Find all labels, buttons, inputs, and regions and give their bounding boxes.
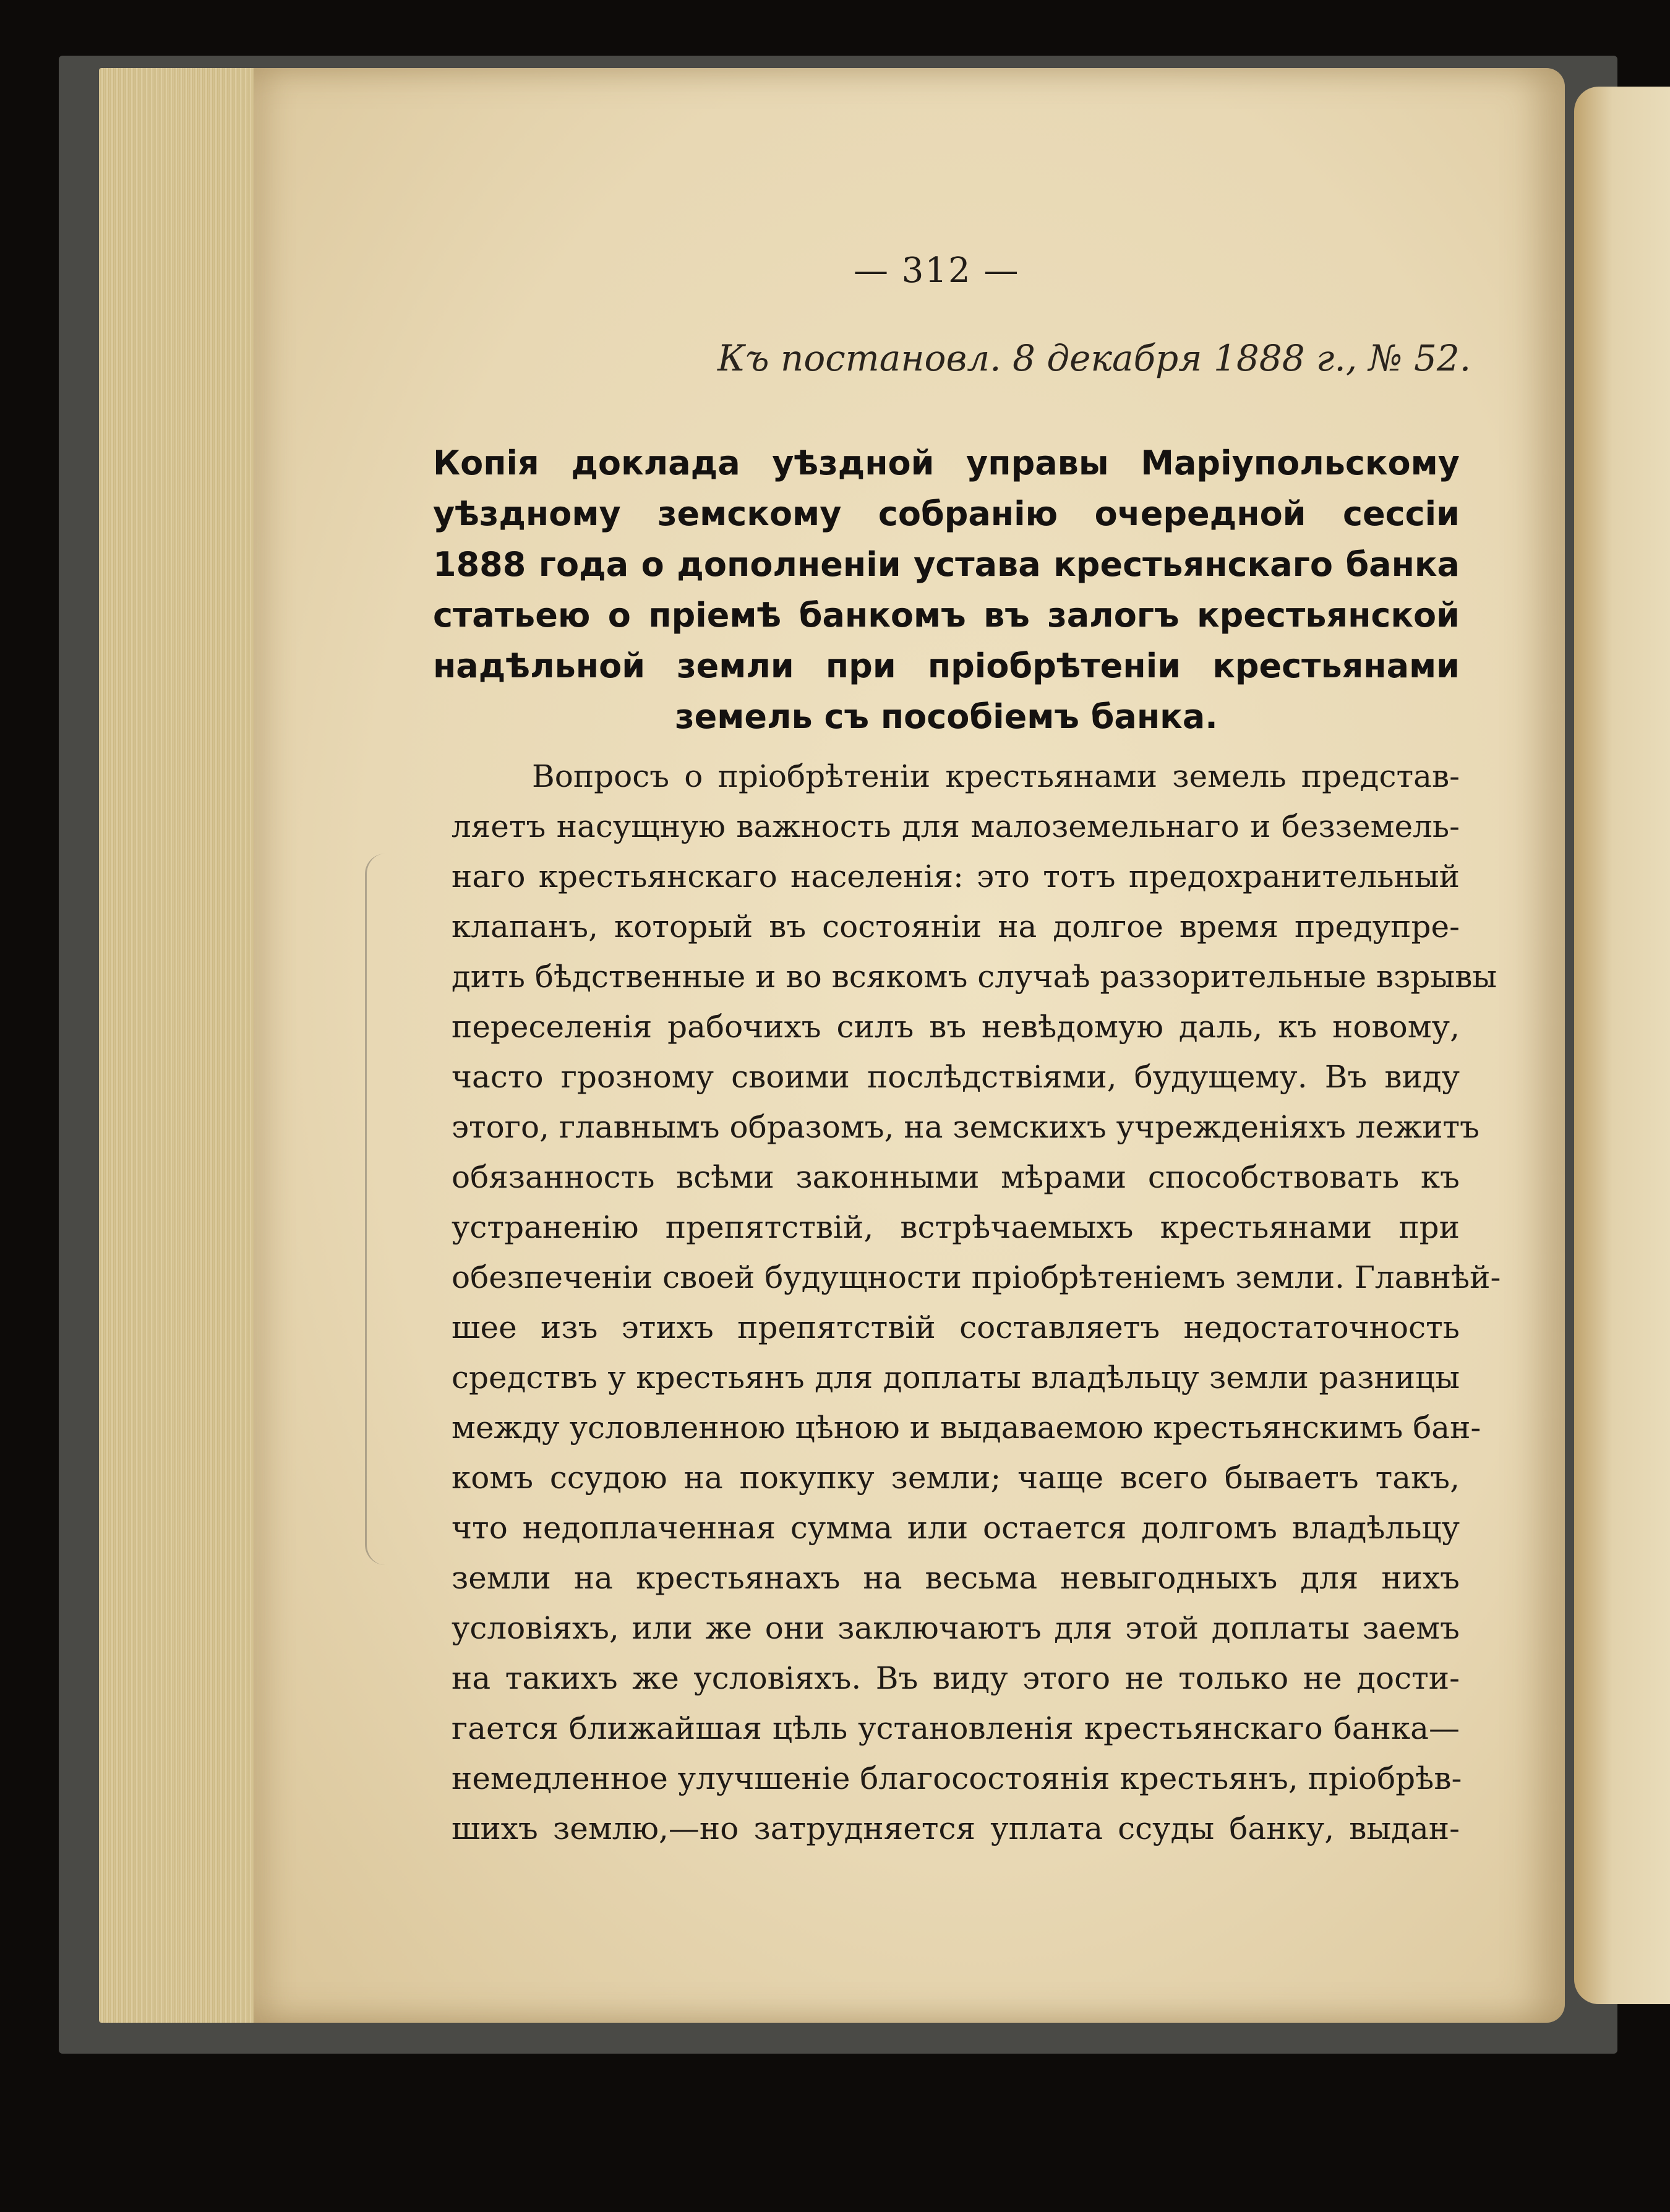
body-line: часто грозному своими послѣдствіями, будущему. Въ виду [452,1059,1460,1095]
body-line: на такихъ же условіяхъ. Въ виду этого не только не дости- [452,1660,1460,1696]
body-line: ляетъ насущную важность для малоземельнаго и безземель- [452,808,1460,844]
body-line: земли на крестьянахъ на весьма невыгодныхъ для нихъ [452,1560,1460,1596]
body-line: наго крестьянскаго населенія: это тотъ предохранительный [452,859,1460,894]
body-line: клапанъ, который въ состояніи на долгое время предупре- [452,909,1460,945]
body-line: обезпеченіи своей будущности пріобрѣтеніемъ земли. Главнѣй- [452,1259,1501,1295]
body-line: немедленное улучшеніе благосостоянія крестьянъ, пріобрѣв- [452,1760,1462,1796]
pencil-margin-mark [365,854,385,1565]
resolution-reference: Къ постановл. 8 декабря 1888 г., № 52. [717,337,1471,379]
body-line: устраненію препятствій, встрѣчаемыхъ крестьянами при [452,1209,1460,1245]
body-line: шихъ землю,—но затрудняется уплата ссуды банку, выдан- [452,1811,1460,1846]
body-line: средствъ у крестьянъ для доплаты владѣльцу земли разницы [452,1360,1460,1395]
body-line: что недоплаченная сумма или остается долгомъ владѣльцу [452,1510,1460,1546]
body-line: шее изъ этихъ препятствій составляетъ недостаточность [452,1310,1460,1345]
page-number: — 312 — [854,251,1020,291]
body-line: переселенія рабочихъ силъ въ невѣдомую даль, къ новому, [452,1009,1460,1045]
body-line: условіяхъ, или же они заключаютъ для этой доплаты заемъ [452,1610,1460,1646]
body-line: этого, главнымъ образомъ, на земскихъ учрежденіяхъ лежитъ [452,1109,1479,1145]
body-line: обязанность всѣми законными мѣрами способствовать къ [452,1159,1460,1195]
body-line: дить бѣдственные и во всякомъ случаѣ раззорительные взрывы [452,959,1497,995]
body-line: Вопросъ о пріобрѣтеніи крестьянами земель представ- [532,758,1460,794]
body-line: комъ ссудою на покупку земли; чаще всего бываетъ такъ, [452,1460,1460,1496]
body-line: гается ближайшая цѣль установленія крестьянскаго банка— [452,1710,1460,1746]
body-line: между условленною цѣною и выдаваемою крестьянскимъ бан- [452,1410,1481,1446]
facing-page-edge [1574,87,1670,2004]
body-text [452,752,1501,1854]
document-title: Копія доклада уѣздной управы Маріупольскому уѣздному земскому собранію очередной сессіи 1888 года о дополненіи устава крестьянскаго банка статьею о пріемѣ банкомъ въ залогъ крестьянской надѣльной земли при пріобрѣтеніи крестьянами земель съ пособіемъ банка. [433,444,1460,736]
